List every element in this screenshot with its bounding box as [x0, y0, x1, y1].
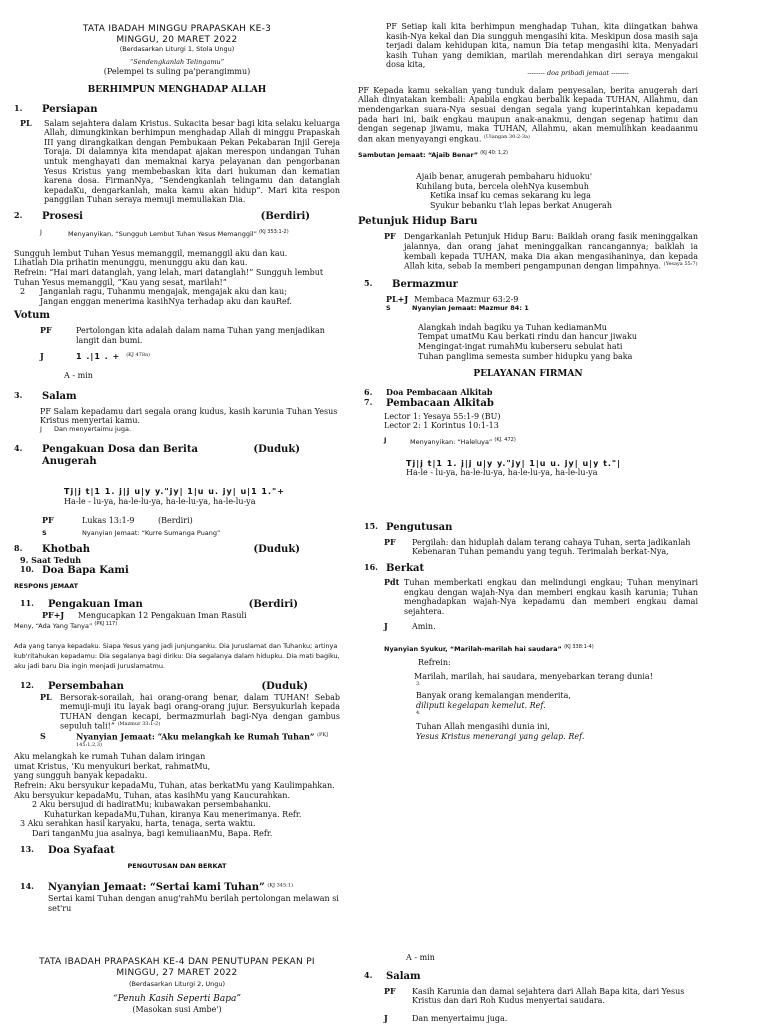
song-ref: (KJ 353:1-2) — [259, 228, 289, 235]
item-number: 8. — [14, 542, 23, 553]
haleluya-song — [358, 437, 698, 447]
verse-line: Sungguh lembut Tuhan Yesus memanggil, memanggil aku dan kau. — [14, 248, 288, 258]
refrain-text: Refrein: Aku bersyukur kepadaMu, Tuhan, atas berkatMu yang Kaulimpahkan. Aku bersyukur kepadaMu, Tuhan, atas kasihMu yang Kaucurahkan. — [14, 781, 335, 800]
song-ref: (PKJ 117) — [94, 620, 118, 627]
item-berkat — [358, 563, 698, 575]
response-text: Dan menyertaimu juga. — [412, 1013, 508, 1023]
item-title: Salam — [42, 390, 77, 402]
verse-line: diliputi kegelapan kemelut. Ref. — [416, 700, 546, 710]
pengakuan-text: PF Setiap kali kita berhimpun menghadap Tuhan, kita diingatkan bahwa kasih-Nya kekal dan Dia sungguh mengasihi kita. Meskipun dosa masih saja terjadi dalam kehidupan kita, namun Dia tetap mengasihi kita. Menyadari kasih Tuhan yang demikian, marilah merendahkan diri seraya mengakui dosa kita, — [386, 22, 698, 70]
section-ibadah-4-right — [358, 953, 698, 1023]
petunjuk-title: Petunjuk Hidup Baru — [358, 216, 478, 228]
section-ibadah-4 — [14, 957, 340, 1015]
theme-subtitle: (Masokan susi Ambe') — [132, 1005, 222, 1015]
verse-line: Tuhan panglima semesta sumber hidupku yang baka — [418, 351, 633, 361]
speaker-label: PL — [40, 691, 52, 702]
item-doa-pembacaan — [358, 388, 698, 398]
item-title: Persembahan — [48, 680, 124, 692]
speaker-label: J — [40, 425, 42, 433]
verse-line: Aku melangkah ke rumah Tuhan dalam iringan — [14, 752, 206, 762]
posture-label: (Duduk) — [253, 443, 300, 455]
item-number: 4. — [364, 969, 373, 980]
verse-line: umat Kristus, ‘Ku menyukuri berkat, rahmatMu, — [14, 761, 211, 771]
speaker-label: PF — [40, 325, 52, 336]
item-saat-teduh: 9. Saat Teduh — [20, 554, 82, 565]
service-date: MINGGU, 20 MARET 2022 — [116, 34, 238, 45]
persiapan-text: Salam sejahtera dalam Kristus. Sukacita besar bagi kita selaku keluarga Allah, dimungkinkan berhimpun menghadap Allah di minggu Prapaskah III yang dirangkaikan dengan Pembukaan Pekan Pekabaran Injil Gereja Toraja. Di dalamnya kita mendapat ajakan merespon undangan Tuhan untuk menghayati dan memaknai karya pelayanan dan pengorbanan Yesus Kristus yang membebaskan kita dari hukuman dan kematian karena dosa. FirmanNya, “Sendengkanlah telingamu dan datanglah kepadaKu, dengarkanlah, maka kamu akan hidup”. Mari kita respon panggilan Tuhan seraya memuji memuliakan Dia. — [44, 118, 340, 205]
song-ref: (KJ 338:1-4) — [564, 643, 594, 650]
liturgy-basis: (Berdasarkan Liturgi 2, Ungu) — [128, 979, 226, 988]
item-number: 15. — [364, 520, 378, 531]
persembahan-text: Bersorak-sorailah, hai orang-orang benar, dalam TUHAN! Sebab memuji-muji itu layak bagi orang-orang jujur. Bersyukurlah kepada TUHAN dengan kecapi, bermazmurlah bagi-Nya dengan gambus sepuluh tali!” — [60, 692, 340, 732]
item-number: 11. — [20, 597, 34, 608]
item-doa-syafaat — [14, 845, 340, 857]
section-heading: PELAYANAN FIRMAN — [473, 369, 583, 380]
pengutusan-text: Pergilah: dan hiduplah dalam terang cahaya Tuhan, serta jadikanlah Kebenaran Tuhan pemandu yang teguh. Terimalah berkat-Nya, — [412, 537, 691, 557]
lector-line: Lector 2: 1 Korintus 10:1-13 — [384, 421, 499, 431]
posture-label: (Berdiri) — [260, 210, 310, 222]
verse-line: Jangan enggan menerima kasihNya terhadap aku dan kauRef. — [40, 296, 292, 306]
iman-text: Mengucapkan 12 Pengakuan Iman Rasuli — [78, 610, 247, 620]
verse-line: Lihatlah Dia prihatin menunggu, menunggu aku dan kau. — [14, 258, 248, 268]
item-title: Pengutusan — [386, 521, 453, 533]
speaker-label: J — [384, 621, 388, 632]
song-verse — [358, 172, 698, 210]
scripture-ref: (Mazmur 33:1-2) — [117, 721, 161, 728]
bermazmur-text: Membaca Mazmur 63:2-9 — [414, 295, 519, 305]
section-right — [358, 22, 698, 742]
amen-text: Amin. — [412, 622, 436, 632]
verse-line: yang sungguh banyak kepadaku. — [14, 771, 148, 781]
verse-line: Tempat umatMu Kau berkati rindu dan hancur jiwaku — [418, 332, 638, 342]
page-title: TATA IBADAH PRAPASKAH KE-4 DAN PENUTUPAN PEKAN PI — [39, 957, 315, 967]
song-title: Menyanyikan, “Sungguh Lembut Tuhan Yesus Memanggil” — [68, 230, 257, 239]
item-number: 4. — [14, 442, 23, 453]
music-ref: (KJ 478a) — [126, 351, 150, 358]
item-title: Berkat — [386, 563, 425, 575]
item-title: Pengakuan Iman — [48, 598, 143, 610]
verse-line: Ajaib benar, anugerah pembaharu hiduoku' — [416, 171, 593, 181]
item-title: Khotbah — [42, 543, 90, 555]
item-persembahan — [14, 681, 340, 693]
verse-number: 4. — [416, 710, 421, 717]
song-title: Sambutan Jemaat: “Ajaib Benar” — [358, 151, 479, 160]
song-ref: (KJ 40: 1,2) — [480, 149, 508, 156]
verse-number: 3. — [416, 681, 421, 688]
song-verse — [358, 323, 698, 361]
verse-line: Alangkah indah bagiku ya Tuhan kediamanMu — [418, 322, 607, 332]
theme-title: “Penuh Kasih Seperti Bapa” — [112, 994, 242, 1005]
speaker-label: S — [42, 528, 47, 537]
persiapan-body — [14, 119, 340, 205]
salam-body — [358, 987, 698, 1006]
item-title: Pengakuan Dosa dan Berita Anugerah — [42, 443, 198, 467]
item-number: 14. — [20, 881, 34, 892]
sambutan-song — [358, 150, 698, 160]
speaker-label: Pdt — [384, 577, 400, 588]
item-number: 1. — [14, 102, 23, 113]
reading-line — [14, 516, 340, 526]
refrain-text: Refrein: “Hai mari datanglah, yang lelah, mari datanglah!” Sungguh lembut Tuhan Yesus memanggil, “Kau yang sesat, marilah!” — [14, 268, 324, 287]
iman-song — [14, 621, 340, 631]
speaker-label: PF — [384, 985, 396, 996]
response-text: Dan menyertaimu juga. — [54, 425, 132, 433]
speaker-label: PF — [384, 536, 396, 547]
amen-line — [358, 622, 698, 632]
speaker-label: PL+J — [386, 294, 409, 305]
song-title: Meny, “Ada Yang Tanya” — [14, 621, 93, 630]
song-title: Nyanyian Jemaat: “Kurre Sumanga Puang” — [82, 528, 221, 537]
song-ref: (KJ 345:1) — [267, 882, 293, 889]
respons-heading: RESPONS JEMAAT — [14, 582, 79, 591]
petunjuk-body — [358, 232, 698, 271]
persembahan-song — [14, 732, 340, 753]
service-date: MINGGU, 27 MARET 2022 — [116, 967, 238, 978]
posture-label: (Berdiri) — [158, 516, 193, 526]
song-ref: (PKJ 145:1,2,3) — [76, 731, 329, 748]
item-number: 7. — [364, 396, 373, 407]
salam-response — [14, 426, 340, 434]
verse-line: Tuhan Allah mengasihi dunia ini, — [416, 722, 550, 732]
item-title: Bermazmur — [392, 279, 458, 291]
item-number: 3. — [14, 389, 23, 400]
scripture-ref: (Yesaya 55:7) — [663, 261, 698, 268]
item-title: Persiapan — [42, 103, 98, 115]
item-number: 10. — [20, 564, 34, 575]
verse-line: Yesus Kristus menerangi yang gelap. Ref. — [416, 731, 585, 741]
iman-line — [14, 611, 340, 621]
item-number: 16. — [364, 562, 378, 573]
item-prosesi — [14, 211, 340, 223]
item-title: Doa Bapa Kami — [42, 565, 129, 577]
item-bermazmur — [358, 279, 698, 291]
speaker-label: PF — [42, 515, 54, 526]
theme-title: “Sendengkanlah Telingamu” — [129, 58, 225, 67]
refrain-label: Refrein: — [418, 657, 451, 667]
posture-label: (Duduk) — [261, 680, 308, 692]
pengutusan-heading: PENGUTUSAN DAN BERKAT — [127, 861, 227, 870]
amen-lyrics: A - min — [64, 371, 93, 381]
verse-line: Dari tanganMu jua asalnya, bagi kemuliaanMu, Bapa. Refr. — [32, 828, 273, 838]
verse-line: Ketika insaf ku cemas sekarang ku lega — [430, 191, 591, 201]
theme-subtitle: (Pelempei ts suling pa'perangimmu) — [103, 67, 251, 77]
item-khotbah — [14, 544, 340, 556]
syukur-song — [358, 644, 698, 654]
item-doa-bapa-kami — [14, 565, 340, 577]
item-salam — [14, 391, 340, 403]
song-verse — [14, 249, 340, 307]
votum-body — [14, 326, 340, 345]
speaker-label: S — [40, 730, 46, 741]
amen-lyrics: A - min — [406, 953, 435, 962]
song-text: Sertai kami Tuhan dengan anug'rahMu berilah pertolongan melawan si set'ru — [48, 894, 339, 913]
item-pembacaan — [358, 398, 698, 410]
verse-line: Mengingat-ingat rumahMu kuberseru sebulat hati — [418, 341, 623, 351]
speaker-label: S — [386, 303, 391, 312]
salam-text: PF Salam kepadamu dari segala orang kudus, kasih karunia Tuhan Yesus Kristus menyertai kamu. — [40, 406, 338, 426]
verse-line: Kuhilang buta, bercela olehNya kusembuh — [416, 181, 589, 191]
votum-text: Pertolongan kita adalah dalam nama Tuhan yang menjadikan langit dan bumi. — [76, 326, 325, 346]
item-title: Pembacaan Alkitab — [386, 397, 494, 409]
item-number: 12. — [20, 679, 34, 690]
song-title: Nyanyian Jemaat: “Aku melangkah ke Rumah Tuhan” — [76, 731, 315, 742]
verse-text: Janganlah ragu, Tuhanmu mengajak, mengajak aku dan kau; — [40, 287, 287, 297]
salam-text: Kasih Karunia dan damai sejahtera dari Allah Bapa kita, dari Yesus Kristus dan dari Roh Kudus menyertai saudara. — [412, 986, 685, 1006]
verse-line: Marilah, marilah, hai saudara, menyebarkan terang dunia! — [414, 671, 653, 681]
prosesi-song — [14, 229, 340, 239]
section-ibadah-3-cont — [14, 487, 340, 914]
verse-line: Syukur bebanku t'lah lepas berkat Anugerah — [430, 200, 612, 210]
item-pengakuan-dosa — [14, 444, 340, 468]
item-number: 5. — [364, 278, 373, 289]
song-ref: (KJ. 472) — [494, 436, 516, 443]
song-line — [14, 530, 340, 538]
votum-music — [14, 352, 340, 362]
verse-line: Banyak orang kemalangan menderita, — [416, 691, 571, 701]
music-lyrics: Ha-le - lu-ya, ha-le-lu-ya, ha-le-lu-ya, ha-le-lu-ya — [64, 496, 256, 506]
music-lyrics: Ha-le - lu-ya, ha-le-lu-ya, ha-le-lu-ya, ha-le-lu-ya — [406, 468, 598, 478]
speaker-label: PF — [384, 231, 396, 242]
song-text: Ada yang tanya kepadaku. Siapa Yesus yang jadi junjunganku. Dia Juruslamat dan Tuhanku; artinya kub'ritahukan kepadamu: Dia segalanya bagi diriku: Dia segalanya dalam hidupku. Dia mati bagiku, aku jadi baru Dia ingin menjadi Juruslamatmu. — [14, 641, 340, 670]
music-notation: Tj|j t|1 1. j|j u|y y."jy| 1|u u. jy| u|1 1."+ — [64, 487, 285, 496]
item-number: 6. — [364, 386, 373, 397]
speaker-label: J — [384, 435, 387, 444]
salam-response — [358, 1014, 698, 1024]
verse-line: 2 Aku bersujud di hadiratMu; kubawakan persembahanku. — [32, 800, 271, 810]
verse-number: 2 — [20, 287, 26, 297]
section-ibadah-3 — [14, 24, 340, 468]
pengutusan-body — [358, 538, 698, 557]
speaker-label: J — [40, 350, 44, 361]
doa-pribadi: -------- doa pribadi jemaat -------- — [527, 68, 629, 77]
scripture-ref: (Ulangan 30:2-3a) — [483, 133, 530, 140]
item-title: Doa Syafaat — [48, 844, 115, 856]
song-title: Menyanyikan: “Haleluya” — [410, 437, 493, 446]
item-title: Doa Pembacaan Alkitab — [386, 386, 493, 397]
item-title: Nyanyian Jemaat: “Sertai kami Tuhan” — [48, 882, 265, 894]
berkat-body — [358, 578, 698, 616]
berkat-text: Tuhan memberkati engkau dan melindungi engkau; Tuhan menyinari engkau dengan wajah-Nya dan memberi engkau kasih karunia; Tuhan menghadapkan wajah-Nya kepadamu dan memberi engkau damai sejahtera. — [404, 578, 698, 616]
persembahan-body — [14, 693, 340, 732]
posture-label: (Duduk) — [253, 543, 300, 555]
anugerah-text: PF Kepada kamu sekalian yang tunduk dalam penyesalan, berita anugerah dari Allah dinyatakan kembali: Apabila engkau berbalik kepada TUHAN, Allahmu, dan mendengarkan suara-Nya sesuai dengan segala yang kuperintahkan kepadamu pada hari ini, baik engkau maupun anak-anakmu, dengan segenap hatimu dan dengan segenap jiwamu, maka TUHAN, Allahmu, akan memulihkan keadaanmu dan akan menyayangi engkau. — [358, 85, 698, 144]
petunjuk-text: Dengarkanlah Petunjuk Hidup Baru: Baiklah orang fasik meninggalkan jalannya, dan orang jahat meninggalkan rancangannya; baiklah ia kembali kepada TUHAN, maka Dia akan mengasihaninya, dan kepada Allah kita, sebab Ia memberi pengampunan dengan limpahnya. — [404, 232, 698, 271]
lector-line: Lector 1: Yesaya 55:1-9 (BU) — [384, 411, 501, 421]
item-title: Salam — [386, 970, 421, 982]
item-persiapan — [14, 104, 340, 116]
item-salam-4 — [358, 971, 698, 983]
song-title: Nyanyian Syukur, “Marilah-marilah hai saudara” — [384, 645, 562, 654]
section-heading: BERHIMPUN MENGHADAP ALLAH — [87, 84, 267, 95]
item-number: 13. — [20, 843, 34, 854]
item-title: Prosesi — [42, 210, 83, 222]
reading-text: Lukas 13:1-9 — [82, 516, 135, 526]
posture-label: (Berdiri) — [248, 598, 298, 610]
verse-line — [14, 287, 340, 297]
berita-anugerah — [358, 86, 698, 144]
music-notation: 1 .|1 . + — [76, 351, 121, 361]
song-title: Nyanyian Jemaat: Mazmur 84: 1 — [412, 303, 529, 312]
item-nyanyian-14 — [14, 882, 340, 894]
speaker-label: PL — [20, 117, 32, 128]
music-notation: Tj|j t|1 1. j|j u|y y."jy| 1|u u. jy| u|y t."| — [406, 458, 622, 468]
speaker-label: PF+J — [42, 609, 65, 620]
verse-line: Kuhaturkan kepadaMu,Tuhan, kiranya Kau menerimanya. Refr. — [44, 809, 302, 819]
speaker-label: J — [40, 227, 42, 236]
bermazmur-song — [358, 305, 698, 313]
item-pengutusan — [358, 522, 698, 534]
page-title: TATA IBADAH MINGGU PRAPASKAH KE-3 — [82, 24, 272, 34]
item-number: 2. — [14, 209, 23, 220]
liturgy-basis: (Berdasarkan Liturgi 1, Stola Ungu) — [119, 44, 235, 53]
votum-title: Votum — [14, 310, 50, 322]
verse-line: 3 Aku serahkan hasil karyaku, harta, tenaga, serta waktu. — [20, 819, 256, 829]
speaker-label: J — [384, 1012, 388, 1023]
